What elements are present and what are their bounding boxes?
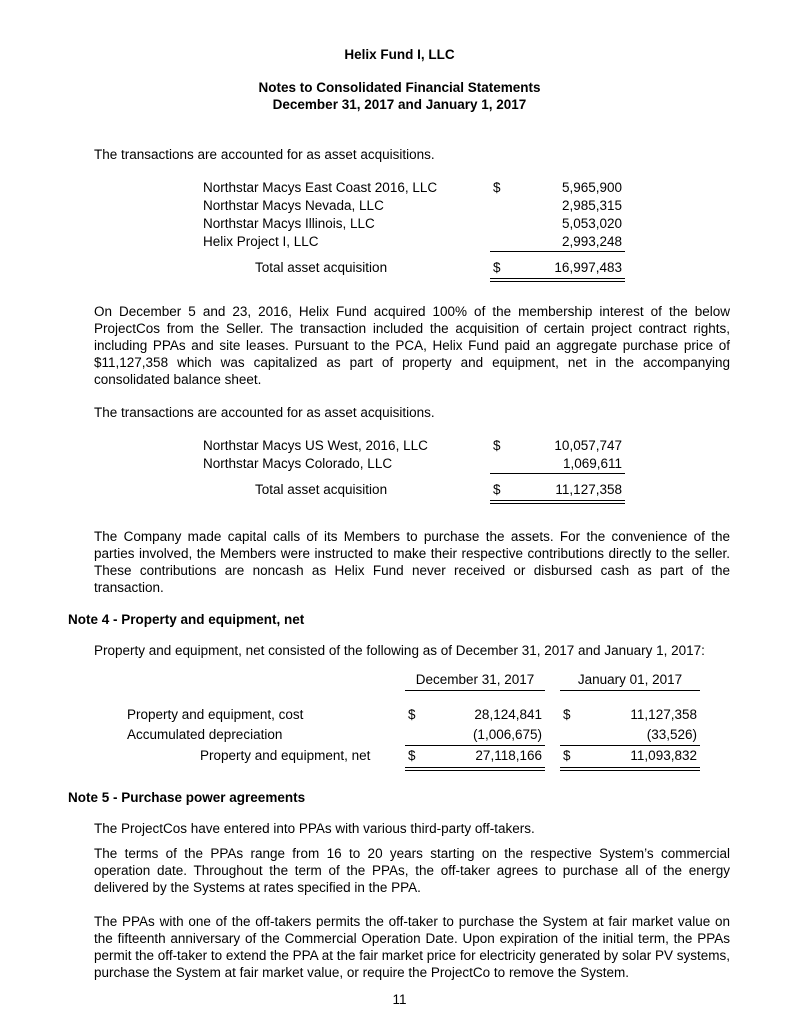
currency-symbol: $ — [493, 260, 501, 275]
asset-acquisition-table-2 — [203, 437, 625, 504]
table-row — [127, 705, 703, 725]
table-row — [203, 233, 625, 252]
amount-value: 11,127,358 — [555, 482, 622, 497]
amount-value: 2,993,248 — [561, 234, 622, 249]
amount-value: 1,069,611 — [562, 456, 622, 471]
doc-title: Notes to Consolidated Financial Statements — [258, 80, 541, 95]
amount-cell — [490, 437, 625, 455]
table-row — [127, 725, 703, 746]
currency-symbol: $ — [493, 482, 501, 497]
note4-paragraph: Property and equipment, net consisted of the following as of December 31, 2017 and January 1, 2017: — [94, 643, 705, 658]
amount-cell — [405, 705, 545, 725]
table-total-row — [127, 746, 703, 771]
company-name: Helix Fund I, LLC — [344, 47, 455, 62]
currency-symbol: $ — [493, 438, 501, 453]
table-row — [203, 197, 625, 215]
table-row — [203, 215, 625, 233]
amount-cell — [490, 233, 625, 252]
doc-subtitle: December 31, 2017 and January 1, 2017 — [272, 97, 527, 112]
amount-value: 28,124,841 — [474, 707, 542, 722]
total-label: Property and equipment, net — [200, 748, 371, 763]
amount-cell — [490, 455, 625, 474]
header-spacer — [127, 671, 405, 691]
note5-paragraph-3: The PPAs with one of the off-takers permits the off-taker to purchase the System at fair market value on the fifteenth anniversary of the Commercial Operation Date. Upon expiration of the initial term, the PPAs permit the off-taker to extend the PPA at the fair market price for electricity generated by solar PV systems, purchase the System at fair market value, or require the ProjectCo to remove the System. — [94, 914, 730, 980]
line-item-label: Northstar Macys Colorado, LLC — [203, 456, 393, 471]
line-item-label: Helix Project I, LLC — [203, 234, 319, 249]
total-amount-cell — [560, 746, 700, 771]
amount-value: 5,053,020 — [561, 216, 622, 231]
paragraph-intro-2: The transactions are accounted for as asset acquisitions. — [94, 405, 435, 420]
amount-value: (1,006,675) — [472, 727, 542, 742]
amount-value: (33,526) — [646, 727, 697, 742]
total-amount-cell — [490, 259, 625, 282]
table-total-row — [203, 259, 625, 282]
note5-paragraph-1: The ProjectCos have entered into PPAs with various third-party off-takers. — [94, 821, 535, 836]
currency-symbol: $ — [563, 748, 571, 763]
line-item-label: Northstar Macys East Coast 2016, LLC — [203, 180, 438, 195]
amount-cell — [490, 197, 625, 215]
property-equipment-table — [127, 671, 703, 771]
currency-symbol: $ — [493, 180, 501, 195]
amount-cell — [560, 725, 700, 746]
page-number: 11 — [392, 992, 407, 1007]
total-amount-cell — [405, 746, 545, 771]
total-amount-cell — [490, 481, 625, 504]
amount-cell — [405, 725, 545, 746]
line-item-label: Northstar Macys Nevada, LLC — [203, 198, 384, 213]
line-item-label: Northstar Macys Illinois, LLC — [203, 216, 375, 231]
note4-heading: Note 4 - Property and equipment, net — [68, 612, 305, 627]
total-label: Total asset acquisition — [255, 260, 388, 275]
table-total-row — [203, 481, 625, 504]
amount-value: 10,057,747 — [554, 438, 622, 453]
line-item-label: Northstar Macys US West, 2016, LLC — [203, 438, 428, 453]
column-header-dec-2017: December 31, 2017 — [405, 671, 545, 691]
paragraph-intro-1: The transactions are accounted for as asset acquisitions. — [94, 147, 435, 162]
amount-value: 16,997,483 — [554, 260, 622, 275]
line-item-label: Property and equipment, cost — [127, 707, 304, 722]
amount-cell — [490, 215, 625, 233]
asset-acquisition-table-1 — [203, 179, 625, 282]
table-header-row — [127, 671, 703, 691]
table-row — [203, 455, 625, 474]
paragraph-capital-calls: The Company made capital calls of its Members to purchase the assets. For the convenience of the parties involved, the Members were instructed to make their respective contributions directly to the seller. These contributions are noncash as Helix Fund never received or disbursed cash as part of the transaction. — [94, 529, 730, 595]
total-label: Total asset acquisition — [255, 482, 388, 497]
table-row — [203, 437, 625, 455]
currency-symbol: $ — [408, 748, 416, 763]
amount-value: 11,093,832 — [630, 748, 697, 763]
amount-value: 5,965,900 — [561, 180, 622, 195]
note5-heading: Note 5 - Purchase power agreements — [68, 790, 306, 805]
line-item-label: Accumulated depreciation — [127, 727, 283, 742]
amount-value: 11,127,358 — [630, 707, 697, 722]
currency-symbol: $ — [408, 707, 416, 722]
amount-value: 2,985,315 — [561, 198, 622, 213]
amount-value: 27,118,166 — [475, 748, 542, 763]
table-row — [203, 179, 625, 197]
paragraph-acquisition: On December 5 and 23, 2016, Helix Fund acquired 100% of the membership interest of the below ProjectCos from the Seller. The transaction included the acquisition of certain project contract rights, including PPAs and site leases. Pursuant to the PCA, Helix Fund paid an aggregate purchase price of $11,127,358 which was capitalized as part of property and equipment, net in the accompanying consolidated balance sheet. — [94, 304, 730, 387]
column-header-jan-2017: January 01, 2017 — [560, 671, 700, 691]
amount-cell — [490, 179, 625, 197]
note5-paragraph-2: The terms of the PPAs range from 16 to 20 years starting on the respective System’s commercial operation date. Throughout the term of the PPAs, the off-taker agrees to purchase all of the energy delivered by the Systems at rates specified in the PPA. — [94, 846, 730, 895]
currency-symbol: $ — [563, 707, 571, 722]
amount-cell — [560, 705, 700, 725]
document-header — [0, 0, 799, 113]
